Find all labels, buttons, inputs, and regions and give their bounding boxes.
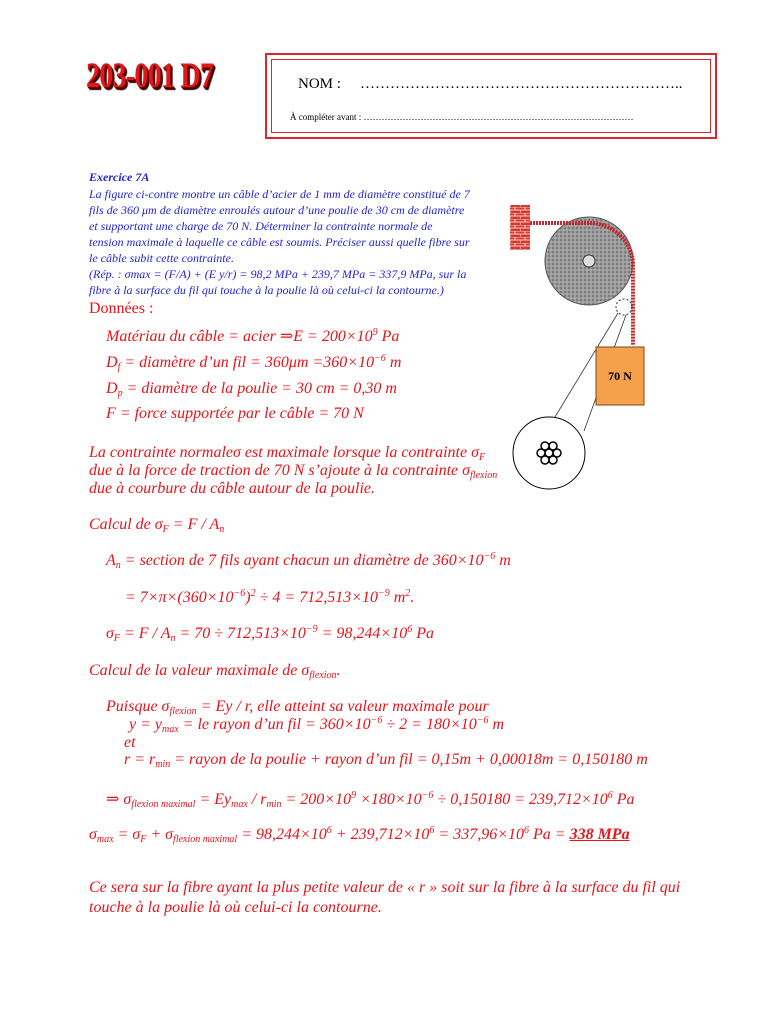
statement-line: tension maximale à laquelle ce câble est soumis. Préciser aussi quelle fibre sur [89,235,470,249]
equation-line: et [124,734,136,751]
wall [510,205,530,250]
name-box [265,53,717,139]
data-line: F = force supportée par le câble = 70 N [106,405,364,422]
final-answer: 338 MPa [569,826,630,843]
equation-line: $r = r_{min}$ = rayon de la poulie + rayon d’un fil = 0,15m + 0,00018m = 0,150180 m [124,751,648,770]
statement-line: fibre à la surface du fil qui touche à la poulie là où celui-ci la contourne.) [89,283,444,297]
data-line: Matériau du câble = acier ⇒E = $200\times 10^9$ Pa [106,327,400,345]
pulley-axle [583,255,595,267]
detail-circle [616,299,632,315]
data-line: $D_p$ = diamètre de la poulie = 30 cm = 0,30 m [106,380,397,399]
donnees-heading: Données : [89,300,154,317]
name-label: NOM : [298,76,341,92]
equation-line: $\sigma_F = F / A_n = 70 \div 712,513\times 10^{-9} = 98,244\times 10^6$ Pa [106,624,434,644]
conclusion-line: Ce sera sur la fibre ayant la plus petite valeur de « r » soit sur la fibre à la surface du fil qui [89,879,681,896]
calc-heading: Calcul de la valeur maximale de $\sigma_{flexion}$. [89,662,341,681]
total-equation: $\sigma_{max} = \sigma_F + \sigma_{flexion maximal} = 98,244\times 10^6 + 239,712\times 10^6 = 337,96\times 10^6$ Pa = 338 MPa [89,825,630,845]
exercise-title: Exercice 7A [89,170,150,184]
statement-line: fils de 360 μm de diamètre enroulés autour d’une poulie de 30 cm de diamètre [89,203,465,217]
complete-before-field[interactable]: À compléter avant : ……………………………………………………………………………… [290,112,634,122]
statement-line: le câble subit cette contrainte. [89,251,234,265]
statement-line: La figure ci-contre montre un câble d’acier de 1 mm de diamètre constitué de 7 [89,187,470,201]
statement-line: (Rép. : σmax = (F/A) + (E y/r) = 98,2 MPa + 239,7 MPa = 337,9 MPa, sur la [89,267,467,281]
statement-line: et supportant une charge de 70 N. Déterminer la contrainte normale de [89,219,433,233]
calc-heading: Calcul de $\sigma_F = F / A_n$ [89,516,225,535]
paragraph-line: due à la force de traction de 70 N s’ajoute à la contrainte $\sigma_{flexion}$ [89,462,498,481]
paragraph-line: La contrainte normaleσ est maximale lorsque la contrainte $\sigma_F$ [89,444,486,463]
wire-strands [537,442,561,464]
equation-line: $y = y_{max}$ = le rayon d’un fil = $360\times 10^{-6} \div 2 = 180\times 10^{-6}$ m [129,715,505,735]
equation-line: = $7\times\pi\times(360\times 10^{-6})^2 \div 4 = 712,513\times 10^{-9}$ $m^2$. [125,588,415,606]
paragraph-line: due à courbure du câble autour de la poulie. [89,480,376,497]
pulley-figure [500,195,670,505]
data-line: $D_f$ = diamètre d’un fil = $360\mu m =360\times 10^{-6}$ m [106,353,402,373]
equation-line: $A_n$ = section de 7 fils ayant chacun un diamètre de $360\times 10^{-6}$ m [106,551,511,571]
load-label: 70 N [608,369,632,383]
equation-line: ⇒ $\sigma_{flexion maximal} = Ey_{max} / r_{min} = 200\times 10^9 \times 180\times 10^{-6} \div 0,150180 = 239,712\times 10^6$ Pa [106,790,635,810]
equation-line: Puisque $\sigma_{flexion} = Ey / r$, elle atteint sa valeur maximale pour [106,698,489,717]
conclusion-line: touche à la poulie là où celui-ci la contourne. [89,899,382,916]
name-field[interactable]: ……………………………………………………….. [360,76,683,92]
document-code: 203-001 D7 [86,55,214,95]
